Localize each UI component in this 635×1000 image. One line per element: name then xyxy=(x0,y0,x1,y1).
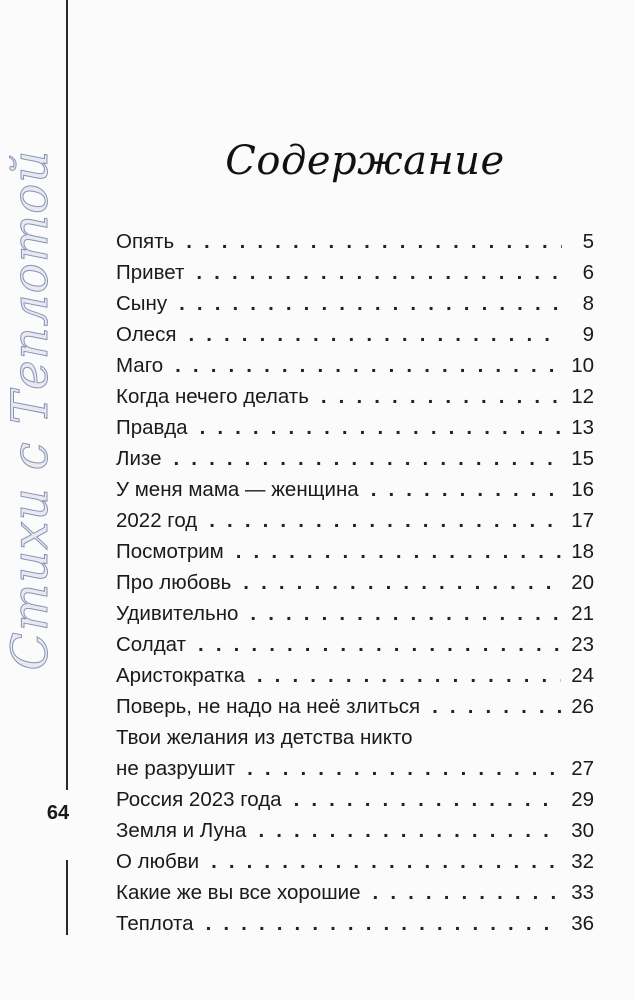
dot-leader xyxy=(432,691,561,722)
toc-entry xyxy=(116,381,594,412)
toc-entry xyxy=(116,660,594,691)
dot-leader xyxy=(247,753,561,784)
toc-entry-title: Земля и Луна xyxy=(116,819,247,842)
dot-leader xyxy=(371,474,562,505)
toc-entry xyxy=(116,536,594,567)
toc-entry xyxy=(116,598,594,629)
toc-entry-page: 6 xyxy=(582,261,594,284)
toc-heading: Содержание xyxy=(225,138,505,184)
toc-entry-page: 27 xyxy=(571,757,594,780)
toc-entry xyxy=(116,319,594,350)
dot-leader xyxy=(257,660,561,691)
toc-entry-title: Солдат xyxy=(116,633,187,656)
toc-entry xyxy=(116,908,594,939)
dot-leader xyxy=(211,846,561,877)
dot-leader xyxy=(373,877,562,908)
toc-entry-page: 21 xyxy=(571,602,594,625)
toc-entry-page: 10 xyxy=(571,354,594,377)
toc-entry-page: 29 xyxy=(571,788,594,811)
toc-entry xyxy=(116,443,594,474)
dot-leader xyxy=(206,908,562,939)
dot-leader xyxy=(294,784,562,815)
toc-entry-title-continuation: не разрушит xyxy=(116,757,236,780)
toc-entry-page: 33 xyxy=(571,881,594,904)
toc-entry xyxy=(116,288,594,319)
toc-entry xyxy=(116,350,594,381)
toc-entry-page: 18 xyxy=(571,540,594,563)
toc-entry-page: 16 xyxy=(571,478,594,501)
toc-entry-title: У меня мама — женщина xyxy=(116,478,359,501)
toc-entry-title: Какие же вы все хорошие xyxy=(116,881,361,904)
dot-leader xyxy=(243,567,561,598)
dot-leader xyxy=(209,505,561,536)
toc-entry-title: Правда xyxy=(116,416,188,439)
toc-entry xyxy=(116,691,594,722)
toc-entry xyxy=(116,815,594,846)
toc-entry-page: 9 xyxy=(582,323,594,346)
toc-entry-page: 5 xyxy=(582,230,594,253)
dot-leader xyxy=(175,350,561,381)
toc-entry-title: Теплота xyxy=(116,912,194,935)
toc-entry xyxy=(116,784,594,815)
toc-entry xyxy=(116,474,594,505)
toc-entry xyxy=(116,226,594,257)
toc-entry-title: Опять xyxy=(116,230,175,253)
page-number: 64 xyxy=(46,802,70,824)
toc-entry-page: 36 xyxy=(571,912,594,935)
toc-entry-page: 23 xyxy=(571,633,594,656)
toc-entry xyxy=(116,629,594,660)
toc-entry-title: О любви xyxy=(116,850,200,873)
toc-entry-title: 2022 год xyxy=(116,509,198,532)
margin-rule-top xyxy=(66,0,68,790)
toc-entry-title: Удивительно xyxy=(116,602,239,625)
dot-leader xyxy=(198,629,561,660)
toc-entry-title: Посмотрим xyxy=(116,540,224,563)
toc-entry-title: Сыну xyxy=(116,292,168,315)
table-of-contents xyxy=(116,226,594,939)
toc-entry xyxy=(116,505,594,536)
toc-entry-page: 12 xyxy=(571,385,594,408)
toc-entry-title: Поверь, не надо на неё злиться xyxy=(116,695,421,718)
toc-entry-page: 20 xyxy=(571,571,594,594)
toc-entry-page: 8 xyxy=(582,292,594,315)
toc-entry xyxy=(116,877,594,908)
dot-leader xyxy=(200,412,562,443)
dot-leader xyxy=(258,815,561,846)
toc-entry xyxy=(116,412,594,443)
dot-leader xyxy=(179,288,562,319)
dot-leader xyxy=(173,443,561,474)
dot-leader xyxy=(186,226,562,257)
toc-entry-title: Когда нечего делать xyxy=(116,385,309,408)
toc-entry-page: 24 xyxy=(571,664,594,687)
running-title: Стихи с Теплотой xyxy=(1,149,59,671)
toc-entry-page: 26 xyxy=(571,695,594,718)
toc-entry-title: Привет xyxy=(116,261,185,284)
toc-entry-page: 32 xyxy=(571,850,594,873)
toc-entry-page: 17 xyxy=(571,509,594,532)
margin-rule-bottom xyxy=(66,860,68,935)
toc-entry-title: Россия 2023 года xyxy=(116,788,282,811)
dot-leader xyxy=(236,536,561,567)
toc-entry xyxy=(116,846,594,877)
toc-entry-page: 30 xyxy=(571,819,594,842)
dot-leader xyxy=(188,319,562,350)
toc-entry xyxy=(116,567,594,598)
dot-leader xyxy=(250,598,561,629)
toc-entry-title: Лизе xyxy=(116,447,162,470)
dot-leader xyxy=(196,257,562,288)
toc-entry-continuation xyxy=(116,753,594,784)
toc-entry xyxy=(116,722,594,753)
toc-entry-title: Олеся xyxy=(116,323,177,346)
toc-entry-title: Аристократка xyxy=(116,664,245,687)
toc-entry xyxy=(116,257,594,288)
toc-entry-title: Маго xyxy=(116,354,164,377)
dot-leader xyxy=(321,381,561,412)
toc-entry-page: 13 xyxy=(571,416,594,439)
toc-entry-page: 15 xyxy=(571,447,594,470)
toc-entry-title: Про любовь xyxy=(116,571,232,594)
toc-entry-title: Твои желания из детства никто xyxy=(116,726,413,749)
